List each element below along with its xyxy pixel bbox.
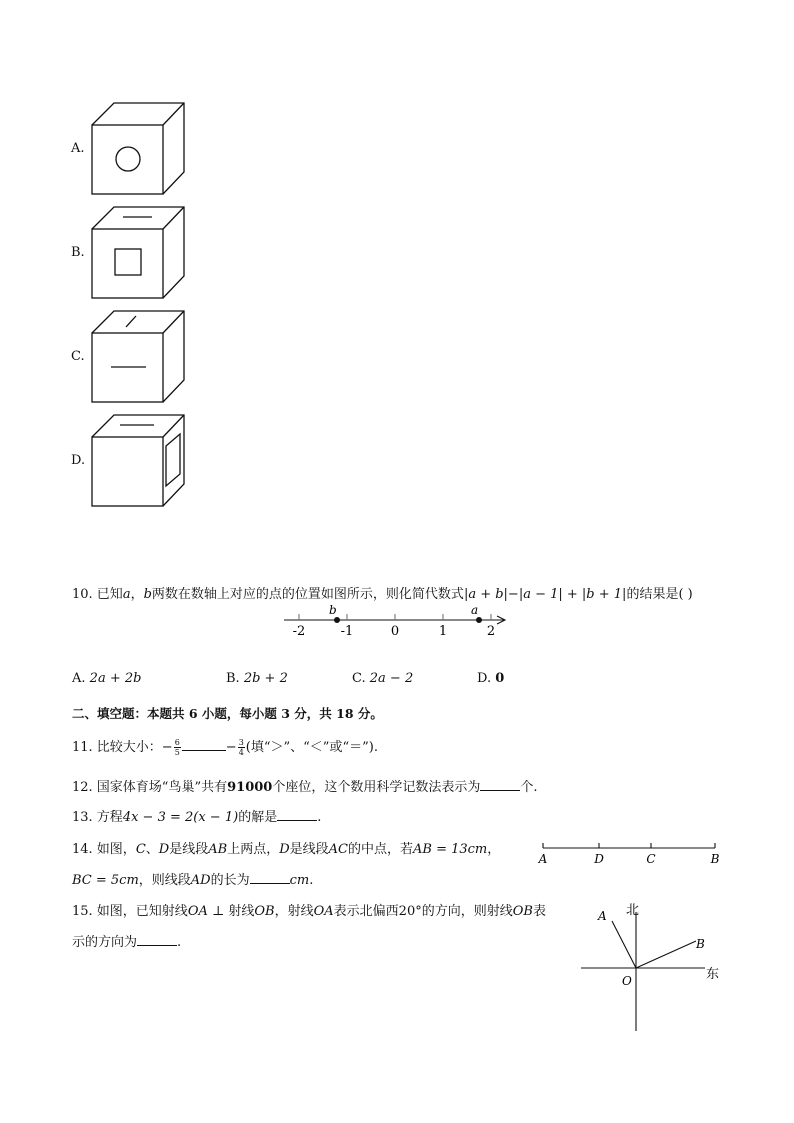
- q10-choice-c: C. 2a − 2: [352, 671, 414, 686]
- question-15-line-1: 15. 如图，已知射线OA ⊥ 射线OB，射线OA表示北偏西20°的方向，则射线OB表: [72, 904, 546, 919]
- option-d-label: D.: [71, 453, 86, 468]
- question-10: 10. 已知a，b两数在数轴上对应的点的位置如图所示，则化简代数式|a + b|−|a − 1| + |b + 1|的结果是( ): [72, 587, 693, 602]
- question-13: 13. 方程4x − 3 = 2(x − 1)的解是 .: [72, 810, 322, 825]
- segment-label-c: C: [646, 852, 656, 866]
- question-14-line-1: 14. 如图，C、D是线段AB上两点，D是线段AC的中点，若AB = 13cm，: [72, 842, 501, 857]
- option-c-label: C.: [71, 349, 85, 364]
- tick-label-0: 0: [390, 624, 400, 639]
- tick-label-1: 1: [438, 624, 448, 639]
- tick-label-neg2: -2: [292, 624, 306, 639]
- segment-label-b: B: [710, 852, 720, 866]
- section-2-title: 二、填空题：本题共 6 小题，每小题 3 分，共 18 分。: [72, 706, 383, 721]
- point-a-label: a: [471, 603, 479, 617]
- question-14-line-2: BC = 5cm，则线段AD的长为 cm.: [72, 873, 314, 888]
- ray-b-label: B: [696, 937, 705, 951]
- tick-label-neg1: -1: [340, 624, 354, 639]
- question-11: 11. 比较大小：− $\frac{6}{5}$ − $\frac{3}{4}$ (填“＞”、“＜”或“＝”).: [72, 738, 378, 757]
- east-label: 东: [706, 967, 720, 982]
- question-15-line-2: 示的方向为 .: [72, 935, 182, 950]
- origin-o-label: O: [622, 974, 632, 988]
- fraction-6-5: $\frac{6}{5}$: [174, 738, 180, 757]
- option-a-label: A.: [71, 141, 85, 156]
- question-12: 12. 国家体育场“鸟巢”共有91000个座位，这个数用科学记数法表示为 个.: [72, 780, 538, 795]
- point-b-label: b: [329, 603, 337, 617]
- tick-label-2: 2: [486, 624, 496, 639]
- north-label: 北: [626, 903, 640, 918]
- q10-choice-d: D. 0: [477, 671, 505, 686]
- fraction-3-4: $\frac{3}{4}$: [238, 738, 244, 757]
- option-b-label: B.: [71, 245, 85, 260]
- ray-a-label: A: [598, 909, 607, 923]
- segment-label-a: A: [538, 852, 548, 866]
- q10-choice-b: B. 2b + 2: [226, 671, 288, 686]
- q10-choice-a: A. 2a + 2b: [72, 671, 142, 686]
- segment-label-d: D: [594, 852, 604, 866]
